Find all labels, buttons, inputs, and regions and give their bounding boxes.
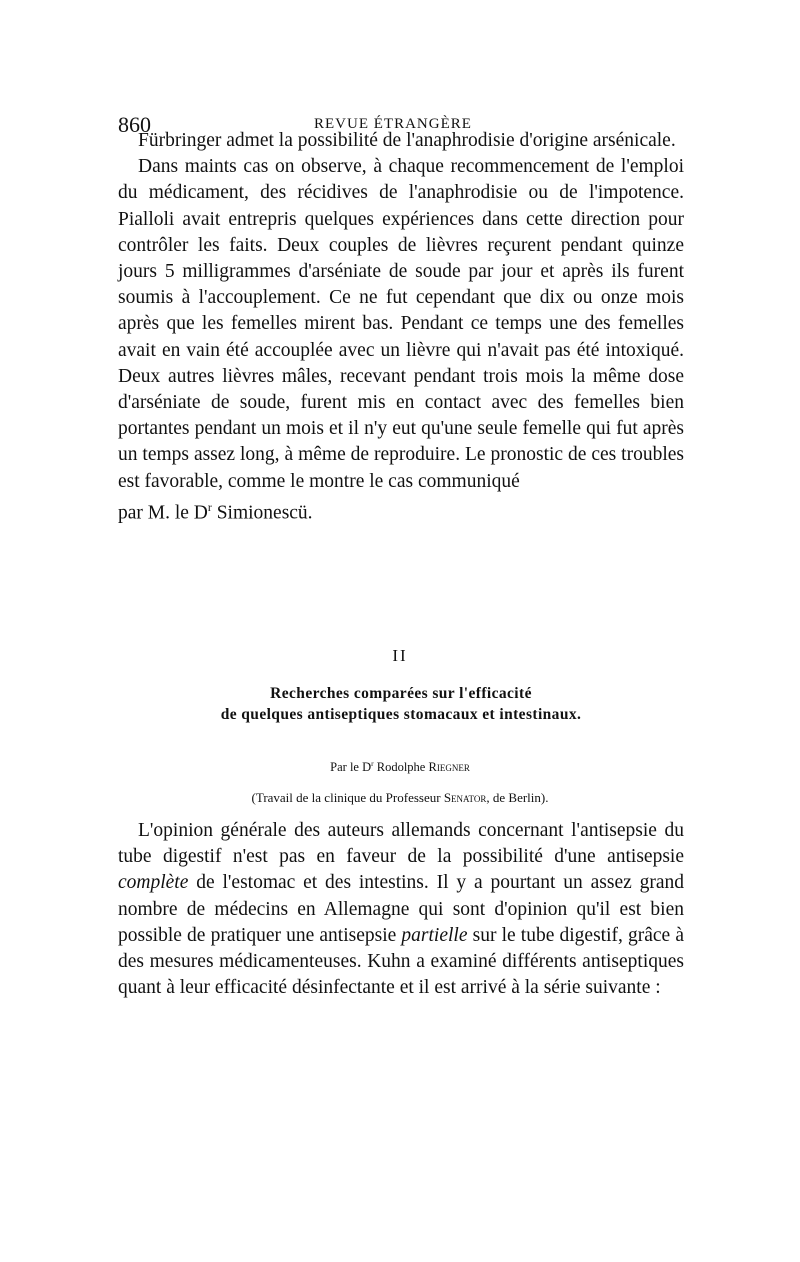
paragraph: Fürbringer admet la possibilité de l'anaphrodisie d'origine arsénicale. bbox=[138, 130, 676, 151]
section-one-text bbox=[118, 128, 684, 527]
closing-line-suffix: Simionescü. bbox=[211, 502, 313, 524]
paragraph-text: sur le tube digestif, grâce à des mesures médicamenteuses. Kuhn a examiné différents antiseptiques quant à leur efficacité désinfectante et il est arrivé à la série suivante : bbox=[118, 924, 684, 999]
superscript: r bbox=[371, 759, 374, 768]
author-prefix: Par le D bbox=[330, 760, 372, 775]
affiliation-line bbox=[0, 790, 800, 806]
emphasis: complète bbox=[118, 872, 189, 894]
affiliation-text: , de Berlin). bbox=[486, 790, 549, 805]
article-title-line: Recherches comparées sur l'efficacité bbox=[270, 685, 532, 702]
article-title-line: de quelques antiseptiques stomacaux et intestinaux. bbox=[220, 706, 582, 723]
author-line bbox=[0, 759, 800, 775]
section-numeral: II bbox=[392, 646, 408, 665]
paragraph-text: de l'estomac et des intestins. Il y a pourtant un assez grand nombre de médecins en Allemagne qui sont d'opinion qu'il est bien possible de pratiquer une antisepsie bbox=[118, 872, 684, 946]
section-two-text bbox=[118, 818, 684, 1001]
professor-name: Senator bbox=[443, 790, 487, 805]
paragraph-text: L'opinion générale des auteurs allemands concernant l'antisepsie du tube digestif n'est pas en faveur de la possibilité d'une antisepsie bbox=[118, 820, 684, 868]
running-title: REVUE ÉTRANGÈRE bbox=[314, 116, 472, 132]
closing-line-prefix: par M. le D bbox=[118, 502, 208, 524]
affiliation-text: (Travail de la clinique du Professeur bbox=[251, 790, 444, 805]
paragraph bbox=[118, 818, 684, 1001]
page-number: 860 bbox=[118, 112, 151, 137]
emphasis: partielle bbox=[401, 924, 468, 946]
article-title bbox=[118, 683, 684, 725]
superscript: r bbox=[207, 500, 212, 514]
closing-line bbox=[118, 495, 684, 527]
author-last-name: Riegner bbox=[428, 760, 470, 775]
paragraph: Dans maints cas on observe, à chaque recommencement de l'emploi du médicament, des récidives de l'anaphrodisie ou de l'impotence. Pialloli avait entrepris quelques expériences dans cette direction pour contrôler les faits. Deux couples de lièvres reçurent pendant quinze jours 5 milligrammes d'arséniate de soude par jour et après ils furent soumis à l'accouplement. Ce ne fut cependant que dix ou onze mois après que les femelles mirent bas. Pendant ce temps une des femelles avait en vain été accouplée avec un lièvre qui n'avait pas été intoxiqué. Deux autres lièvres mâles, recevant pendant trois mois la même dose d'arséniate de soude, furent mis en contact avec des femelles bien portantes pendant un mois et il n'y eut qu'une seule femelle qui fut après un temps assez long, à même de reproduire. Le pronostic de ces troubles est favorable, comme le montre le cas communiqué bbox=[118, 156, 684, 492]
author-first-name: Rodolphe bbox=[373, 760, 429, 775]
